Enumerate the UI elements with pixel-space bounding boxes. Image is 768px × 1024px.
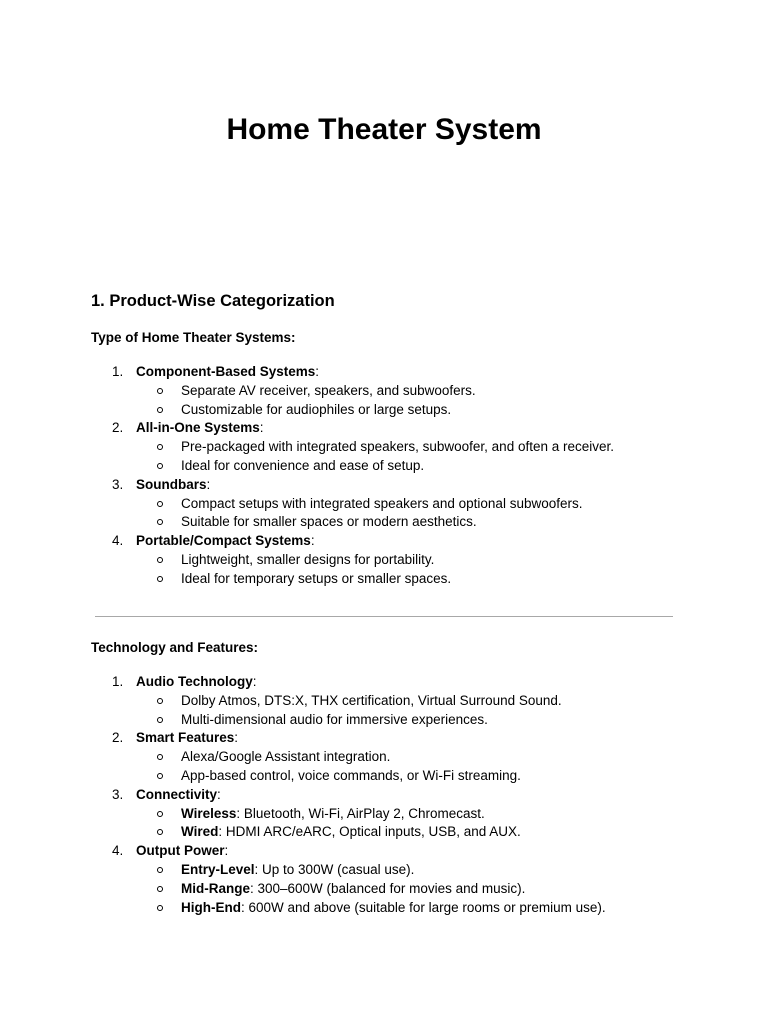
hollow-bullet-icon: [157, 829, 163, 835]
hollow-bullet-icon: [157, 717, 163, 723]
bullet-text: Lightweight, smaller designs for portability.: [181, 551, 435, 567]
bullet-label: Wireless: [181, 805, 237, 821]
item-number: 1.: [112, 674, 124, 689]
bullet-text: App-based control, voice commands, or Wi-Fi streaming.: [181, 767, 521, 783]
bullet-item: [0, 495, 768, 514]
hollow-bullet-icon: [157, 754, 163, 760]
hollow-bullet-icon: [157, 905, 163, 911]
bullet-text: Suitable for smaller spaces or modern aesthetics.: [181, 514, 477, 530]
hollow-bullet-icon: [157, 444, 163, 450]
item-number: 3.: [112, 786, 124, 802]
bullet-text: Multi-dimensional audio for immersive experiences.: [181, 711, 488, 727]
item-title: Component-Based Systems: [136, 364, 316, 379]
bullet-text: Ideal for temporary setups or smaller spaces.: [181, 570, 452, 586]
hollow-bullet-icon: [157, 811, 163, 817]
bullet-item: [0, 457, 768, 476]
item-colon: :: [259, 420, 264, 436]
hollow-bullet-icon: [157, 773, 163, 779]
item-colon: :: [310, 533, 315, 549]
bullet-item: [0, 513, 768, 532]
bullet-text: : 600W and above (suitable for large rooms or premium use).: [241, 899, 606, 915]
list-item: [0, 419, 768, 438]
bullet-text: : HDMI ARC/eARC, Optical inputs, USB, and AUX.: [218, 824, 521, 840]
hollow-bullet-icon: [157, 501, 163, 507]
bullet-label: Mid-Range: [181, 880, 250, 896]
item-title: Connectivity: [136, 786, 218, 802]
bullet-text: Customizable for audiophiles or large setups.: [181, 401, 452, 417]
types-heading: Type of Home Theater Systems:: [91, 330, 296, 345]
hollow-bullet-icon: [157, 867, 163, 873]
hollow-bullet-icon: [157, 519, 163, 525]
list-item: [0, 729, 768, 748]
item-number: 4.: [112, 843, 124, 859]
bullet-text: Alexa/Google Assistant integration.: [181, 749, 391, 765]
bullet-text: : 300–600W (balanced for movies and music).: [250, 880, 526, 896]
bullet-label: High-End: [181, 899, 241, 915]
bullet-item: [0, 551, 768, 570]
bullet-item: [0, 823, 768, 842]
item-colon: :: [315, 364, 320, 379]
list-item: [0, 476, 768, 495]
item-colon: :: [224, 843, 229, 859]
item-title: Output Power: [136, 843, 225, 859]
bullet-item: [0, 767, 768, 786]
bullet-item: [0, 880, 768, 899]
item-title: All-in-One Systems: [136, 420, 260, 436]
item-title: Audio Technology: [136, 674, 253, 689]
bullet-item: [0, 692, 768, 711]
item-title: Smart Features: [136, 730, 235, 746]
bullet-item: [0, 438, 768, 457]
bullet-text: Compact setups with integrated speakers and optional subwoofers.: [181, 495, 583, 511]
item-title: Portable/Compact Systems: [136, 533, 311, 549]
item-colon: :: [234, 730, 239, 746]
bullet-text: Separate AV receiver, speakers, and subwoofers.: [181, 382, 476, 398]
list-item: [0, 532, 768, 551]
item-number: 4.: [112, 533, 124, 549]
bullet-text: Dolby Atmos, DTS:X, THX certification, Virtual Surround Sound.: [181, 692, 562, 708]
bullet-text: Ideal for convenience and ease of setup.: [181, 457, 425, 473]
page-title: Home Theater System: [226, 113, 542, 146]
bullet-label: Entry-Level: [181, 861, 255, 877]
item-number: 1.: [112, 364, 124, 379]
hollow-bullet-icon: [157, 576, 163, 582]
bullet-text: : Up to 300W (casual use).: [254, 861, 415, 877]
item-colon: :: [252, 674, 257, 689]
hollow-bullet-icon: [157, 407, 163, 413]
bullet-text: : Bluetooth, Wi-Fi, AirPlay 2, Chromecast.: [236, 805, 485, 821]
bullet-item: [0, 382, 768, 401]
list-item: [0, 673, 768, 692]
section-heading: 1. Product-Wise Categorization: [91, 292, 335, 310]
item-number: 2.: [112, 420, 124, 436]
hollow-bullet-icon: [157, 463, 163, 469]
item-number: 2.: [112, 730, 124, 746]
bullet-item: [0, 861, 768, 880]
bullet-item: [0, 748, 768, 767]
bullet-item: [0, 570, 768, 589]
bullet-item: [0, 899, 768, 918]
list-item: [0, 786, 768, 805]
horizontal-divider: [95, 616, 673, 617]
bullet-item: [0, 401, 768, 420]
item-colon: :: [217, 786, 221, 802]
item-colon: :: [206, 476, 211, 492]
item-number: 3.: [112, 476, 124, 492]
hollow-bullet-icon: [157, 557, 163, 563]
list-item: [0, 842, 768, 861]
hollow-bullet-icon: [157, 886, 163, 892]
item-title: Soundbars: [136, 476, 207, 492]
bullet-item: [0, 805, 768, 824]
tech-heading: Technology and Features:: [91, 640, 259, 655]
tech-list: [0, 673, 768, 917]
hollow-bullet-icon: [157, 698, 163, 704]
bullet-text: Pre-packaged with integrated speakers, subwoofer, and often a receiver.: [181, 439, 615, 455]
bullet-item: [0, 711, 768, 730]
list-item: [0, 363, 768, 382]
bullet-label: Wired: [181, 824, 219, 840]
types-list: [0, 363, 768, 589]
hollow-bullet-icon: [157, 388, 163, 394]
